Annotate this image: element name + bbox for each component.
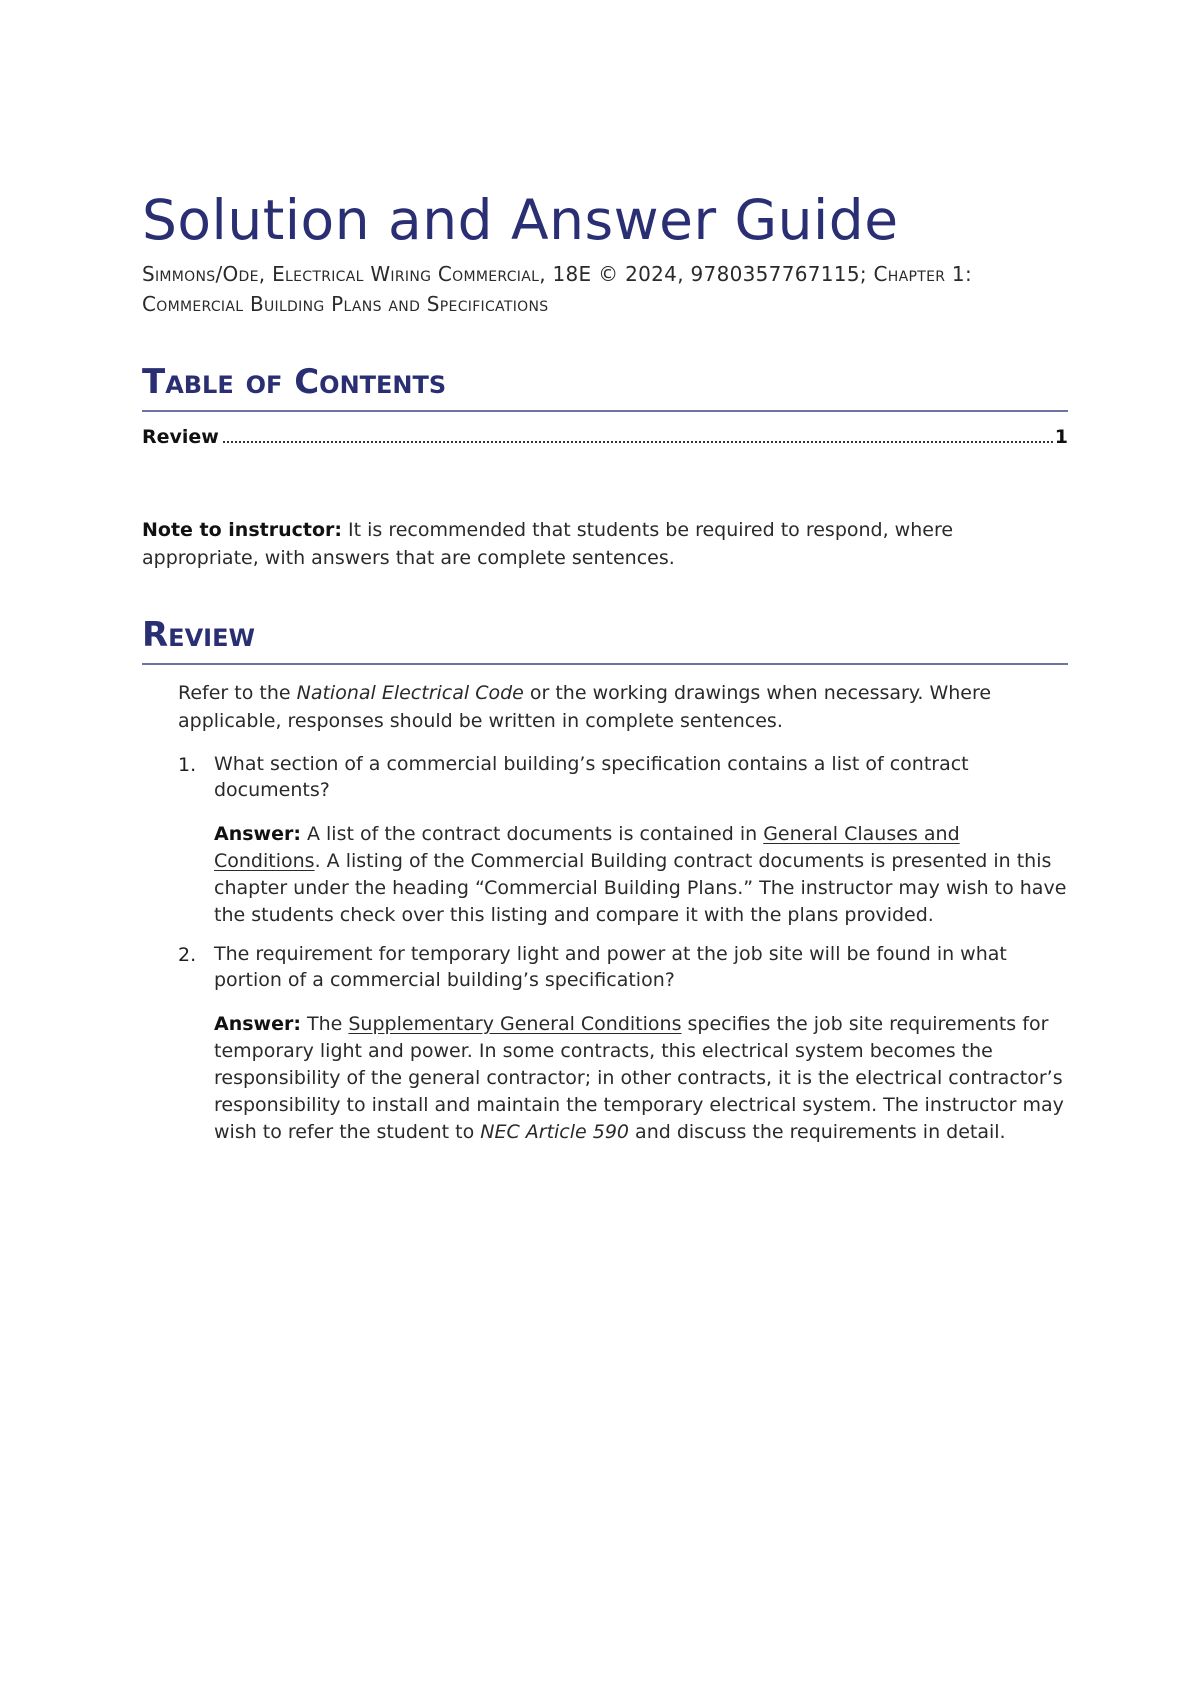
instructor-note-text: It is recommended that students be required to respond, where appropriate, with answers that are complete sentences. (142, 518, 954, 569)
review-intro (178, 679, 1068, 735)
answer-underlined-term: Supplementary General Conditions (348, 1012, 682, 1035)
document-subtitle (142, 259, 1068, 319)
question-number: 2. (178, 943, 197, 966)
question-item-2 (178, 941, 1068, 1146)
instructor-note-label: Note to instructor: (142, 518, 342, 541)
question-number: 1. (178, 753, 197, 776)
answer-text (214, 821, 1068, 929)
answer-text (214, 1011, 1068, 1146)
document-title: Solution and Answer Guide (142, 188, 899, 252)
instructor-note (142, 516, 1068, 572)
question-item-1 (178, 751, 1068, 929)
toc-entry-label: Review (142, 425, 219, 448)
review-intro-post: or the working drawings when necessary. Where applicable, responses should be written in complete sentences. (178, 681, 992, 732)
question-text: What section of a commercial building’s specification contains a list of contract documents? (214, 752, 969, 801)
review-intro-pre: Refer to the (178, 681, 297, 704)
toc-dot-leader (223, 441, 1053, 443)
toc-entry-review[interactable] (142, 426, 1068, 448)
review-heading: Review (142, 616, 1068, 665)
toc-heading: Table of Contents (142, 363, 1068, 412)
toc-entry-page: 1 (1054, 425, 1068, 448)
answer-italic-reference: NEC Article 590 (480, 1120, 630, 1143)
answer-post: and discuss the requirements in detail. (629, 1120, 1006, 1143)
review-intro-italic: National Electrical Code (296, 681, 524, 704)
subtitle-line-2: Commercial Building Plans and Specifications (142, 291, 549, 316)
answer-pre: The (300, 1012, 349, 1035)
subtitle-line-1: Simmons/Ode, Electrical Wiring Commercial, 18E © 2024, 9780357767115; Chapter 1: (142, 261, 972, 286)
answer-mid: specifies the job site requirements for temporary light and power. In some contracts, this electrical system becomes the responsibility of the general contractor; in other contracts, it is the electrical contractor’s responsibility to install and maintain the temporary electrical system. The instructor may wish to refer the student to (214, 1012, 1064, 1143)
question-text: The requirement for temporary light and power at the job site will be found in what portion of a commercial building’s specification? (214, 942, 1007, 991)
answer-underlined-term: General Clauses and Conditions (214, 822, 960, 872)
page-content (142, 190, 1068, 1158)
question-list (178, 751, 1068, 1146)
answer-label: Answer: (214, 822, 301, 845)
answer-label: Answer: (214, 1012, 301, 1035)
answer-pre: A list of the contract documents is contained in (300, 822, 764, 845)
answer-post: . A listing of the Commercial Building contract documents is presented in this chapter under the heading “Commercial Building Plans.” The instructor may wish to have the students check over this listing and compare it with the plans provided. (214, 849, 1067, 926)
